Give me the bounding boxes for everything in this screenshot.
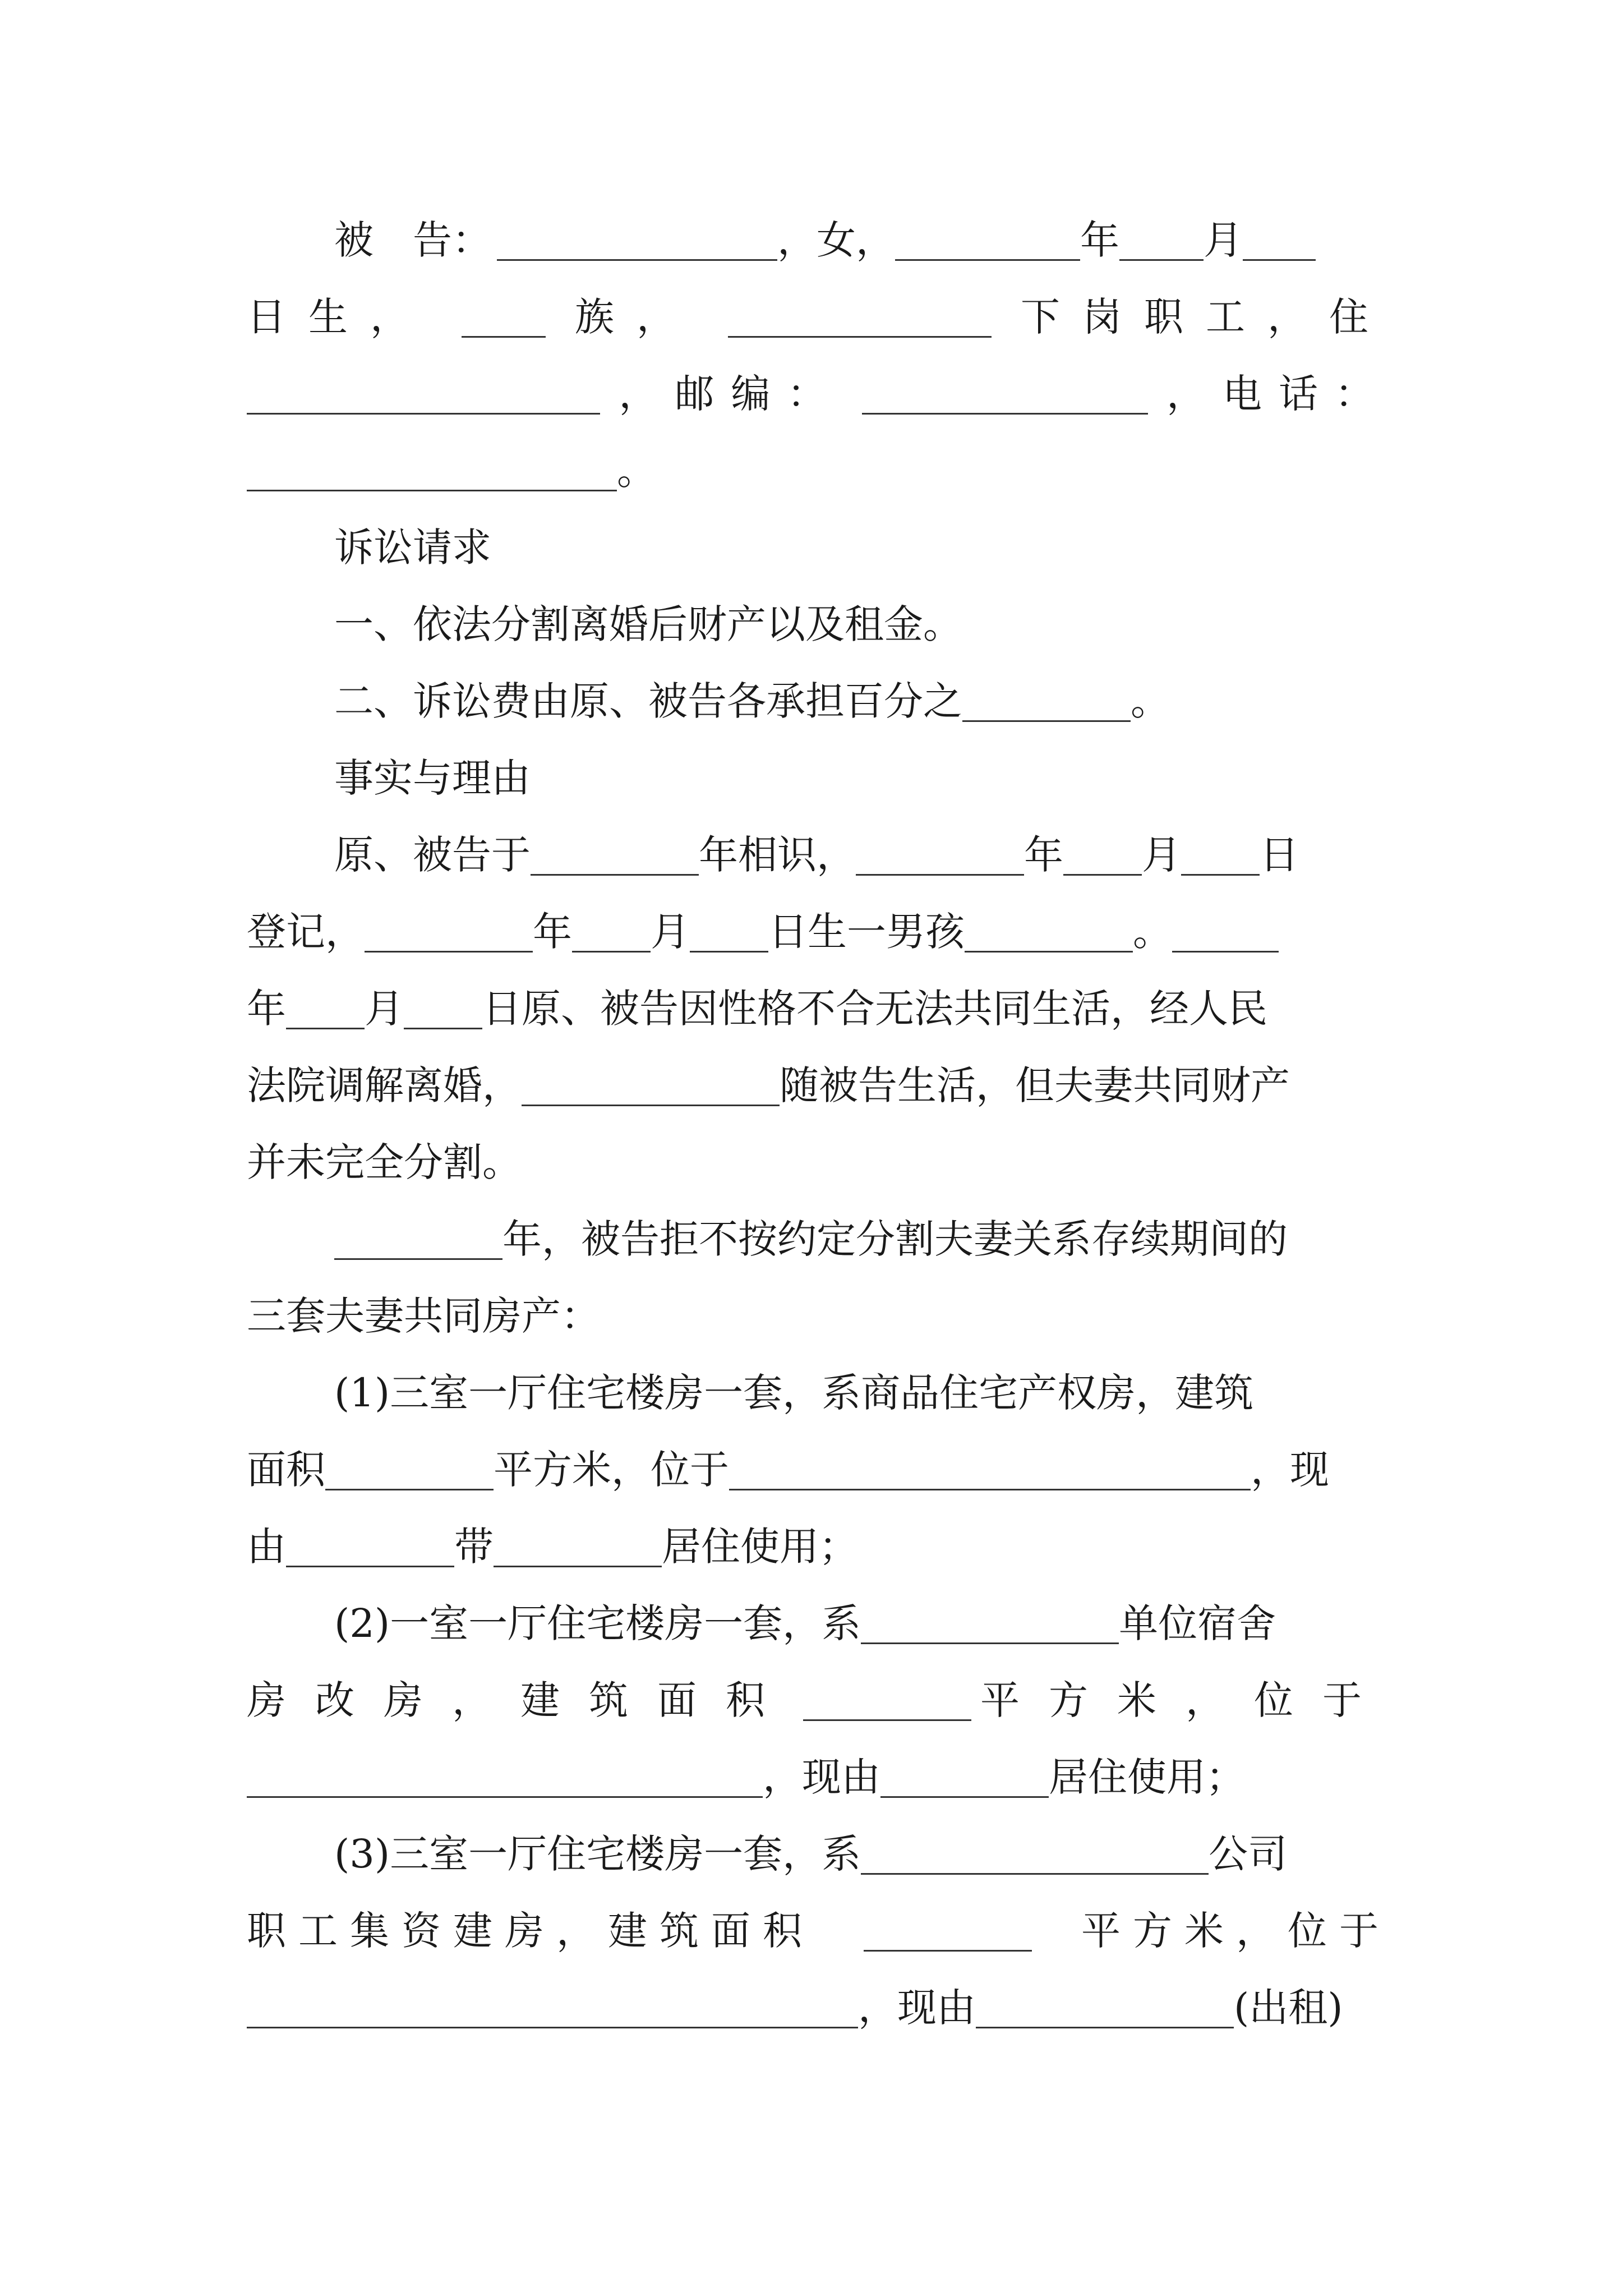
reg-month-blank <box>1063 835 1142 876</box>
facts-p3-c: 日原、被告因性格不合无法共同生活，经人民 <box>482 986 1267 1032</box>
birth-day-blank <box>1243 220 1316 261</box>
house-2-use-label: 居住使用； <box>1049 1754 1245 1800</box>
postcode-blank <box>862 374 1148 415</box>
ethnic-label: 族， <box>575 294 698 340</box>
job-label: 下岗职工，住 <box>1021 294 1391 340</box>
postcode-label: ，邮编： <box>619 371 843 417</box>
facts-p1-e: 日 <box>1260 832 1299 878</box>
house-3-line-2 <box>247 1893 1391 1970</box>
house-3-desc: (3)三室一厅住宅楼房一套，系 <box>334 1831 861 1877</box>
child-name-blank <box>965 912 1133 953</box>
facts-line-4 <box>247 1047 1391 1124</box>
house-1-area-blank <box>325 1450 494 1490</box>
facts-line-5: 并未完全分割。 <box>247 1139 522 1185</box>
child-year-blank <box>365 912 533 953</box>
child-month-blank <box>572 912 651 953</box>
house-2-area-blank <box>803 1680 971 1721</box>
house-2-location-label: 平方米，位于 <box>980 1677 1391 1723</box>
claim-item-2 <box>247 663 1391 740</box>
address-blank <box>247 374 600 415</box>
facts-p2-c: 月 <box>651 909 690 955</box>
phone-label: ，电话： <box>1166 371 1391 417</box>
facts-p3-a: 年 <box>247 986 286 1032</box>
facts-line-1 <box>247 817 1391 894</box>
document-body <box>247 202 1391 2046</box>
cost-percent-blank <box>962 681 1131 722</box>
facts-p1-d: 月 <box>1142 832 1181 878</box>
house-3-now-label: ，现由 <box>858 1985 976 2031</box>
facts-heading: 事实与理由 <box>334 755 531 801</box>
defendant-gender: ，女， <box>777 217 895 263</box>
facts-p3-b: 月 <box>365 986 404 1032</box>
house-1-location-label: 平方米，位于 <box>494 1447 729 1493</box>
birth-year-blank <box>895 220 1080 261</box>
facts-p4-b: 随被告生活，但夫妻共同财产 <box>780 1062 1290 1108</box>
claim-item-2-end: 。 <box>1131 678 1170 724</box>
ethnic-blank <box>462 297 546 338</box>
phone-blank <box>247 450 617 491</box>
house-2-resident-blank <box>880 1757 1049 1798</box>
house-1-use-label: 居住使用； <box>662 1524 858 1570</box>
birth-month-label: 月 <box>1204 217 1243 263</box>
house-1-with-label: 带 <box>454 1524 494 1570</box>
house-2-dorm-label: 单位宿舍 <box>1119 1600 1276 1646</box>
claims-heading: 诉讼请求 <box>334 524 491 570</box>
defendant-line-2 <box>247 279 1391 356</box>
facts-p1-b: 年相识， <box>699 832 856 878</box>
facts-p1-c: 年 <box>1024 832 1063 878</box>
facts-p2-d: 日生一男孩 <box>768 909 965 955</box>
defendant-line-3 <box>247 356 1391 432</box>
reg-year-blank <box>856 835 1024 876</box>
reg-day-blank <box>1181 835 1260 876</box>
facts-line-3 <box>247 970 1391 1047</box>
house-2-line-2 <box>247 1662 1391 1739</box>
house-1-line-1: (1)三室一厅住宅楼房一套，系商品住宅产权房，建筑 <box>334 1370 1254 1416</box>
workplace-blank <box>728 297 992 338</box>
house-2-now-label: ，现由 <box>763 1754 880 1800</box>
defendant-line-1 <box>247 202 1391 279</box>
facts-p1-a: 原、被告于 <box>334 832 531 878</box>
birth-year-label: 年 <box>1080 217 1119 263</box>
birth-month-blank <box>1119 220 1204 261</box>
defendant-name-blank <box>497 220 777 261</box>
house-3-line-3 <box>247 1970 1391 2046</box>
facts-p4-a: 法院调解离婚， <box>247 1062 522 1108</box>
house-3-area-label: 职工集资建房，建筑面积 <box>247 1908 814 1954</box>
house-1-location-blank <box>729 1450 1251 1490</box>
met-year-blank <box>531 835 699 876</box>
house-1-line-3 <box>247 1508 1391 1585</box>
divorce-month-blank <box>286 988 365 1029</box>
claim-item-1: 一、依法分割离婚后财产以及租金。 <box>334 601 962 647</box>
house-1-companion-blank <box>494 1526 662 1567</box>
house-3-company-blank <box>861 1834 1209 1875</box>
house-1-by-label: 由 <box>247 1524 286 1570</box>
divorce-year-blank <box>1172 912 1279 953</box>
house-3-rent-label: (出租) <box>1234 1985 1343 2031</box>
facts-p2-e: 。 <box>1133 909 1172 955</box>
house-3-location-blank <box>247 1987 858 2028</box>
claim-item-2-text: 二、诉讼费由原、被告各承担百分之 <box>334 678 962 724</box>
child-custody-blank <box>522 1065 780 1106</box>
child-day-blank <box>690 912 768 953</box>
facts-line-2 <box>247 894 1391 970</box>
house-1-now-label: ，现 <box>1251 1447 1329 1493</box>
house-2-unit-blank <box>861 1603 1119 1644</box>
house-3-area-blank <box>864 1911 1032 1952</box>
house-2-line-1 <box>247 1585 1391 1662</box>
house-1-area-label: 面积 <box>247 1447 325 1493</box>
house-2-area-label: 房改房，建筑面积 <box>247 1677 794 1723</box>
house-3-resident-blank <box>976 1987 1234 2028</box>
house-3-location-label: 平方米，位于 <box>1081 1908 1391 1954</box>
house-3-company-label: 公司 <box>1209 1831 1288 1877</box>
house-2-desc: (2)一室一厅住宅楼房一套，系 <box>334 1600 861 1646</box>
house-2-location-blank <box>247 1757 763 1798</box>
house-3-line-1 <box>247 1816 1391 1893</box>
birth-day-label: 日生， <box>247 294 432 340</box>
facts-line-6 <box>247 1201 1391 1278</box>
house-1-resident-blank <box>286 1526 454 1567</box>
defendant-end: 。 <box>617 448 656 494</box>
facts-p2-b: 年 <box>533 909 572 955</box>
facts-line-7: 三套夫妻共同房产： <box>247 1293 600 1339</box>
refusal-year-blank <box>334 1219 502 1260</box>
house-1-line-2 <box>247 1432 1391 1508</box>
defendant-label: 被 告： <box>334 217 491 263</box>
defendant-line-4 <box>247 432 1391 509</box>
facts-p6-a: 年，被告拒不按约定分割夫妻关系存续期间的 <box>502 1216 1288 1262</box>
house-2-line-3 <box>247 1739 1391 1816</box>
facts-p2-a: 登记， <box>247 909 365 955</box>
divorce-day-blank <box>404 988 482 1029</box>
